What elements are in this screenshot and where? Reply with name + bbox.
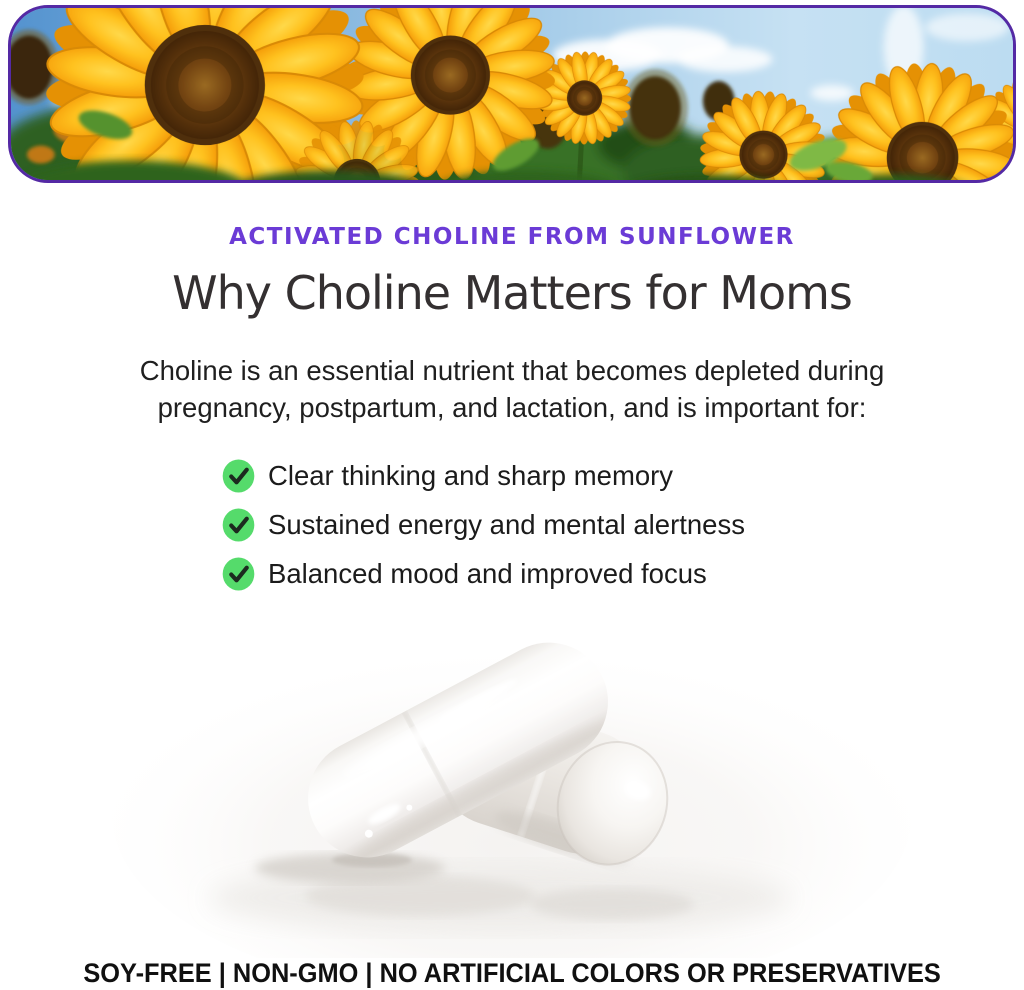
sunflower-banner-photo	[8, 5, 1016, 183]
capsules-photo	[0, 600, 1024, 958]
intro-paragraph	[0, 352, 1024, 426]
benefit-label: Sustained energy and mental alertness	[268, 509, 745, 540]
benefits-list	[222, 459, 745, 606]
benefit-item	[222, 557, 745, 591]
check-circle-icon	[222, 508, 255, 542]
check-circle-icon	[222, 557, 255, 591]
eyebrow-tagline: ACTIVATED CHOLINE FROM SUNFLOWER	[229, 224, 795, 250]
page-title: Why Choline Matters for Moms	[172, 266, 852, 320]
footer-claims	[0, 958, 1024, 989]
footer-claims-text: SOY-FREE | NON-GMO | NO ARTIFICIAL COLORS OR PRESERVATIVES	[83, 958, 941, 988]
sunflower-field-illustration	[11, 8, 1013, 180]
benefit-item	[222, 459, 745, 493]
intro-line-1: Choline is an essential nutrient that becomes depleted during	[139, 355, 885, 386]
intro-line-2: pregnancy, postpartum, and lactation, and is important for:	[157, 392, 867, 423]
benefit-label: Balanced mood and improved focus	[268, 558, 707, 589]
check-circle-icon	[222, 459, 255, 493]
white-capsules-illustration	[0, 600, 1024, 958]
benefit-item	[222, 508, 745, 542]
benefit-label: Clear thinking and sharp memory	[268, 460, 674, 491]
